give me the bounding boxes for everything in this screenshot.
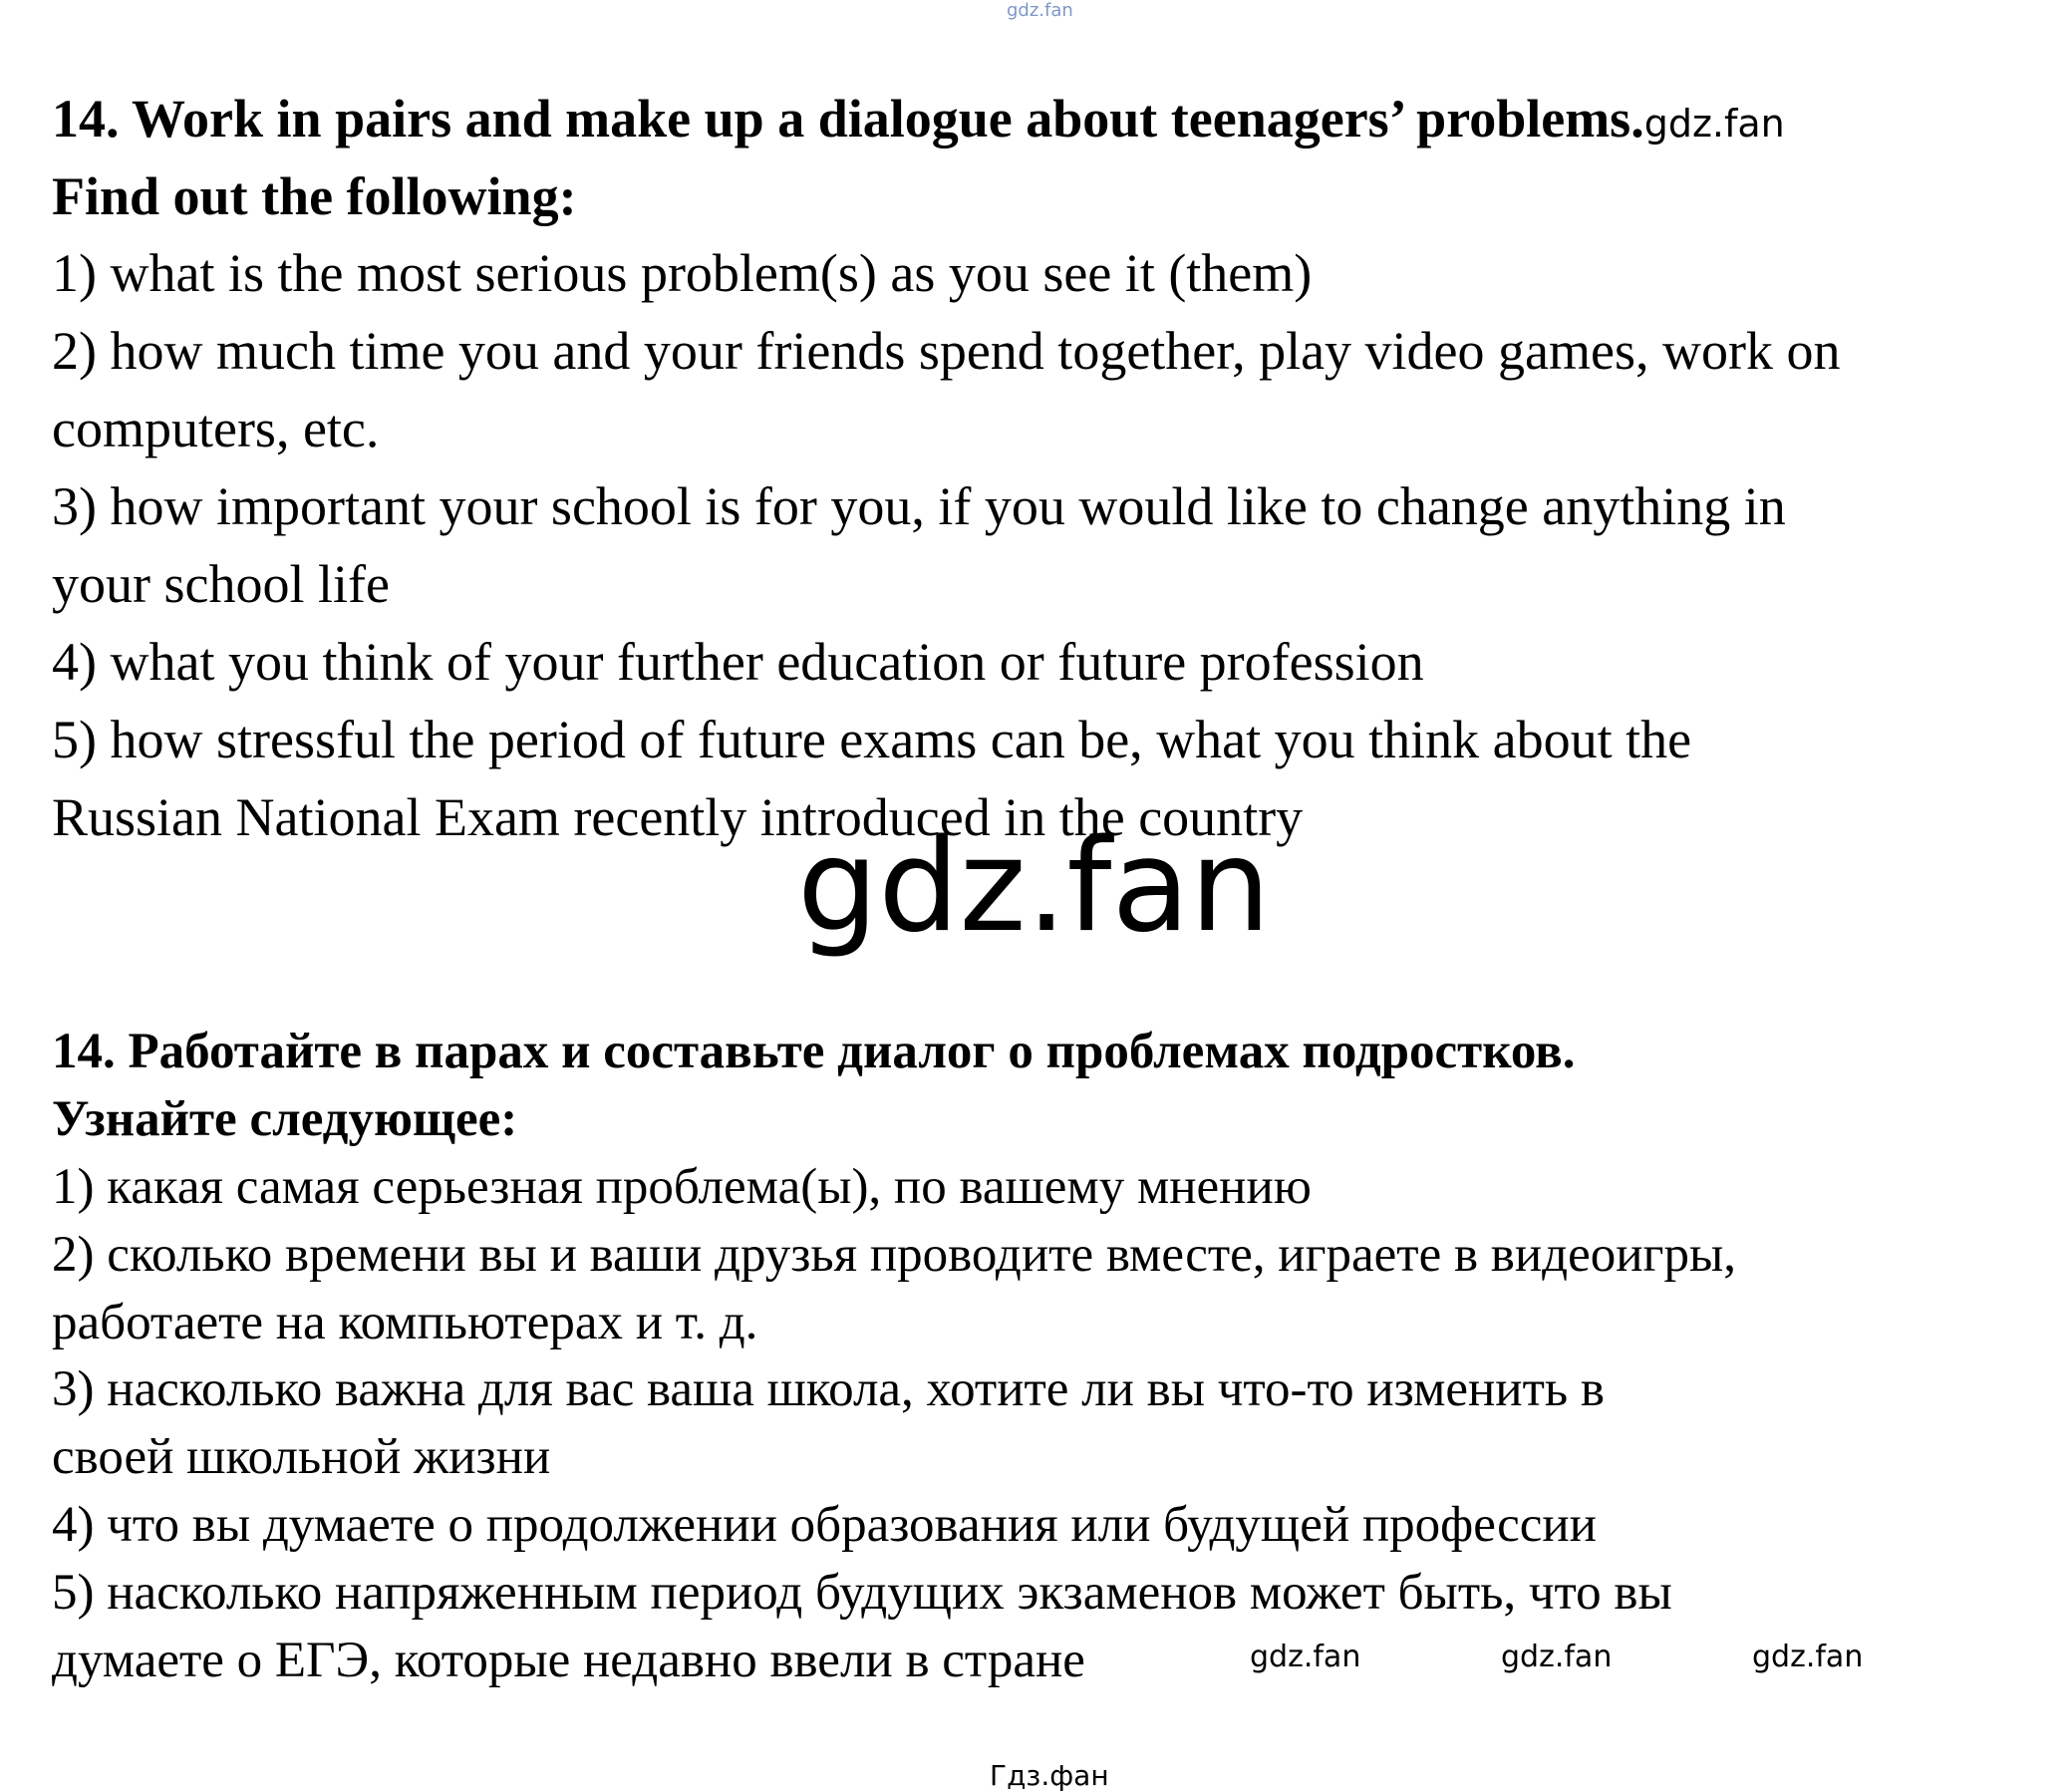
exercise-heading-ru: 14. Работайте в парах и составьте диалог о проблемах подростков. bbox=[52, 1024, 1576, 1079]
question-line-ru-1: 1) какая самая серьезная проблема(ы), по вашему мнению bbox=[52, 1159, 1312, 1215]
question-line-en-5: your school life bbox=[52, 554, 390, 614]
watermark-bottom-1: gdz.fan bbox=[1250, 1640, 1361, 1674]
question-line-ru-8: думаете о ЕГЭ, которые недавно ввели в стране bbox=[52, 1633, 1085, 1688]
exercise-heading-en-text: 14. Work in pairs and make up a dialogue about teenagers’ problems. bbox=[52, 89, 1644, 149]
question-line-ru-6: 4) что вы думаете о продолжении образования или будущей профессии bbox=[52, 1497, 1597, 1553]
exercise-heading-en bbox=[52, 89, 1785, 149]
question-line-en-1: 1) what is the most serious problem(s) as you see it (them) bbox=[52, 243, 1313, 303]
watermark-top: gdz.fan bbox=[1007, 0, 1073, 21]
watermark-bottom-3: gdz.fan bbox=[1752, 1640, 1864, 1674]
watermark-footer: Гдз.фан bbox=[990, 1759, 1109, 1792]
watermark-center: gdz.fan bbox=[797, 812, 1271, 961]
watermark-bottom-2: gdz.fan bbox=[1501, 1640, 1613, 1674]
watermark-inline: gdz.fan bbox=[1643, 102, 1785, 146]
exercise-subheading-ru: Узнайте следующее: bbox=[52, 1091, 518, 1147]
question-line-en-4: 3) how important your school is for you, if you would like to change anything in bbox=[52, 476, 1786, 536]
question-line-en-3: computers, etc. bbox=[52, 399, 380, 458]
question-line-ru-5: своей школьной жизни bbox=[52, 1429, 551, 1485]
question-line-en-6: 4) what you think of your further education or future profession bbox=[52, 632, 1424, 692]
question-line-ru-2: 2) сколько времени вы и ваши друзья проводите вместе, играете в видеоигры, bbox=[52, 1227, 1736, 1283]
question-line-ru-4: 3) насколько важна для вас ваша школа, хотите ли вы что-то изменить в bbox=[52, 1361, 1605, 1417]
exercise-subheading-en: Find out the following: bbox=[52, 166, 577, 226]
question-line-en-2: 2) how much time you and your friends spend together, play video games, work on bbox=[52, 321, 1841, 381]
question-line-en-8: Russian National Exam recently introduced in the country bbox=[52, 787, 1304, 847]
question-line-ru-3: работаете на компьютерах и т. д. bbox=[52, 1295, 758, 1350]
question-line-en-7: 5) how stressful the period of future exams can be, what you think about the bbox=[52, 710, 1692, 769]
question-line-ru-7: 5) насколько напряженным период будущих экзаменов может быть, что вы bbox=[52, 1565, 1672, 1621]
